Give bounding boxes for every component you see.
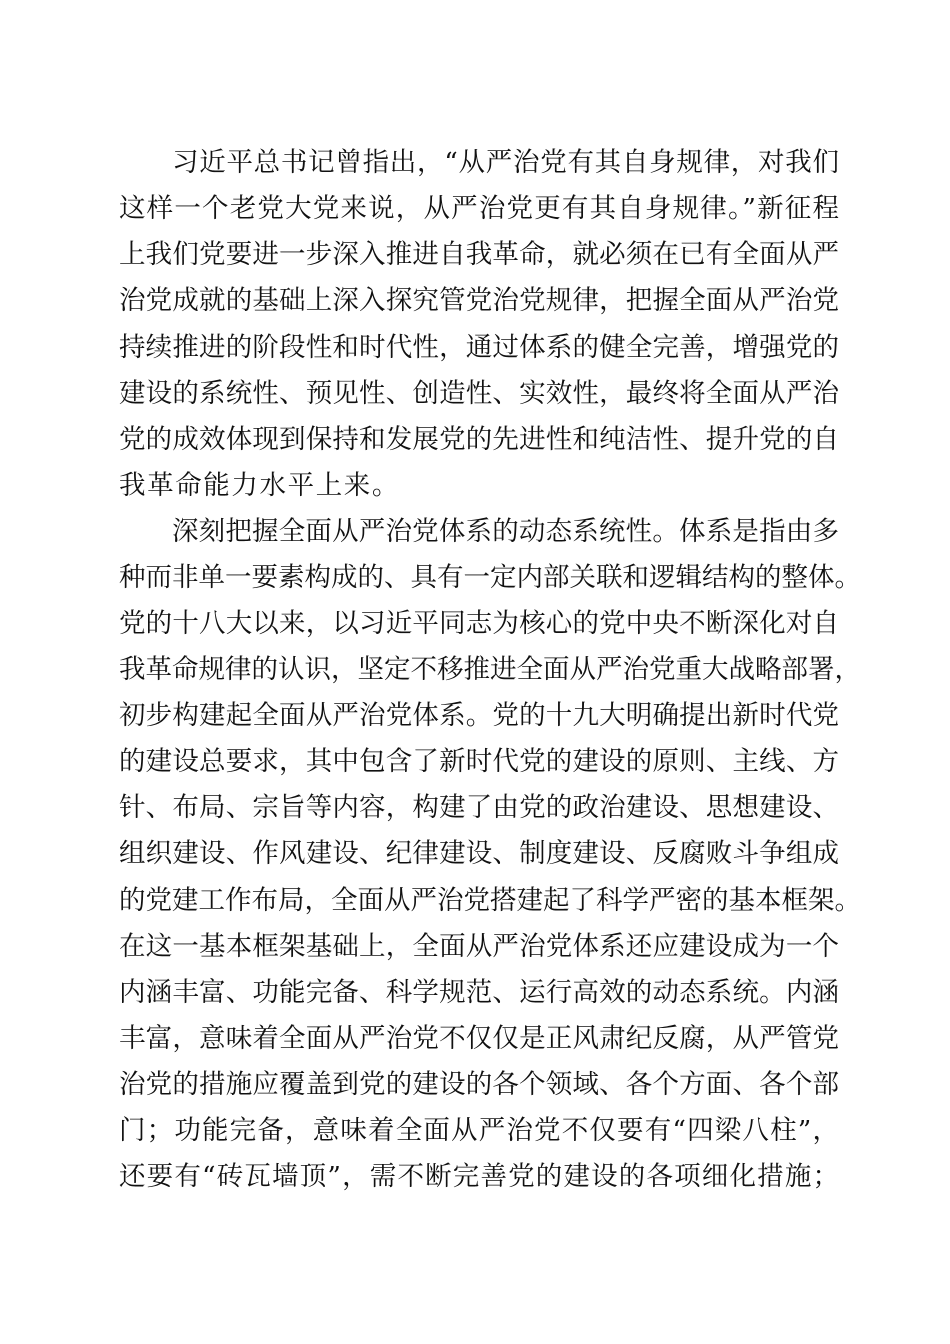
text-line: 这样一个老党大党来说，从严治党更有其自身规律。”新征程 bbox=[119, 193, 839, 224]
text-line: 深刻把握全面从严治党体系的动态系统性。体系是指由多 bbox=[172, 516, 839, 547]
text-line: 治党成就的基础上深入探究管党治党规律，把握全面从严治党 bbox=[119, 285, 839, 316]
text-line: 我革命规律的认识，坚定不移推进全面从严治党重大战略部署， bbox=[119, 654, 861, 685]
text-line: 丰富，意味着全面从严治党不仅仅是正风肃纪反腐，从严管党 bbox=[119, 1023, 839, 1054]
text-line: 的建设总要求，其中包含了新时代党的建设的原则、主线、方 bbox=[119, 746, 839, 777]
text-line: 门；功能完备，意味着全面从严治党不仅要有“四梁八柱”， bbox=[119, 1115, 839, 1146]
text-line: 治党的措施应覆盖到党的建设的各个领域、各个方面、各个部 bbox=[119, 1069, 839, 1100]
text-line: 种而非单一要素构成的、具有一定内部关联和逻辑结构的整体。 bbox=[119, 562, 861, 593]
text-line: 组织建设、作风建设、纪律建设、制度建设、反腐败斗争组成 bbox=[119, 838, 839, 869]
text-line: 上我们党要进一步深入推进自我革命，就必须在已有全面从严 bbox=[119, 239, 839, 270]
text-line: 建设的系统性、预见性、创造性、实效性，最终将全面从严治 bbox=[119, 378, 839, 409]
text-line: 习近平总书记曾指出，“从严治党有其自身规律，对我们 bbox=[172, 147, 839, 178]
text-line: 的党建工作布局，全面从严治党搭建起了科学严密的基本框架。 bbox=[119, 885, 861, 916]
text-line: 内涵丰富、功能完备、科学规范、运行高效的动态系统。内涵 bbox=[119, 977, 839, 1008]
text-line: 党的成效体现到保持和发展党的先进性和纯洁性、提升党的自 bbox=[119, 424, 839, 455]
text-line: 还要有“砖瓦墙顶”，需不断完善党的建设的各项细化措施； bbox=[119, 1161, 839, 1192]
text-line: 针、布局、宗旨等内容，构建了由党的政治建设、思想建设、 bbox=[119, 792, 839, 823]
text-line: 我革命能力水平上来。 bbox=[119, 470, 400, 501]
text-line: 党的十八大以来，以习近平同志为核心的党中央不断深化对自 bbox=[119, 608, 839, 639]
text-line: 在这一基本框架基础上，全面从严治党体系还应建设成为一个 bbox=[119, 931, 839, 962]
text-line: 初步构建起全面从严治党体系。党的十九大明确提出新时代党 bbox=[119, 700, 839, 731]
text-line: 持续推进的阶段性和时代性，通过体系的健全完善，增强党的 bbox=[119, 332, 839, 363]
